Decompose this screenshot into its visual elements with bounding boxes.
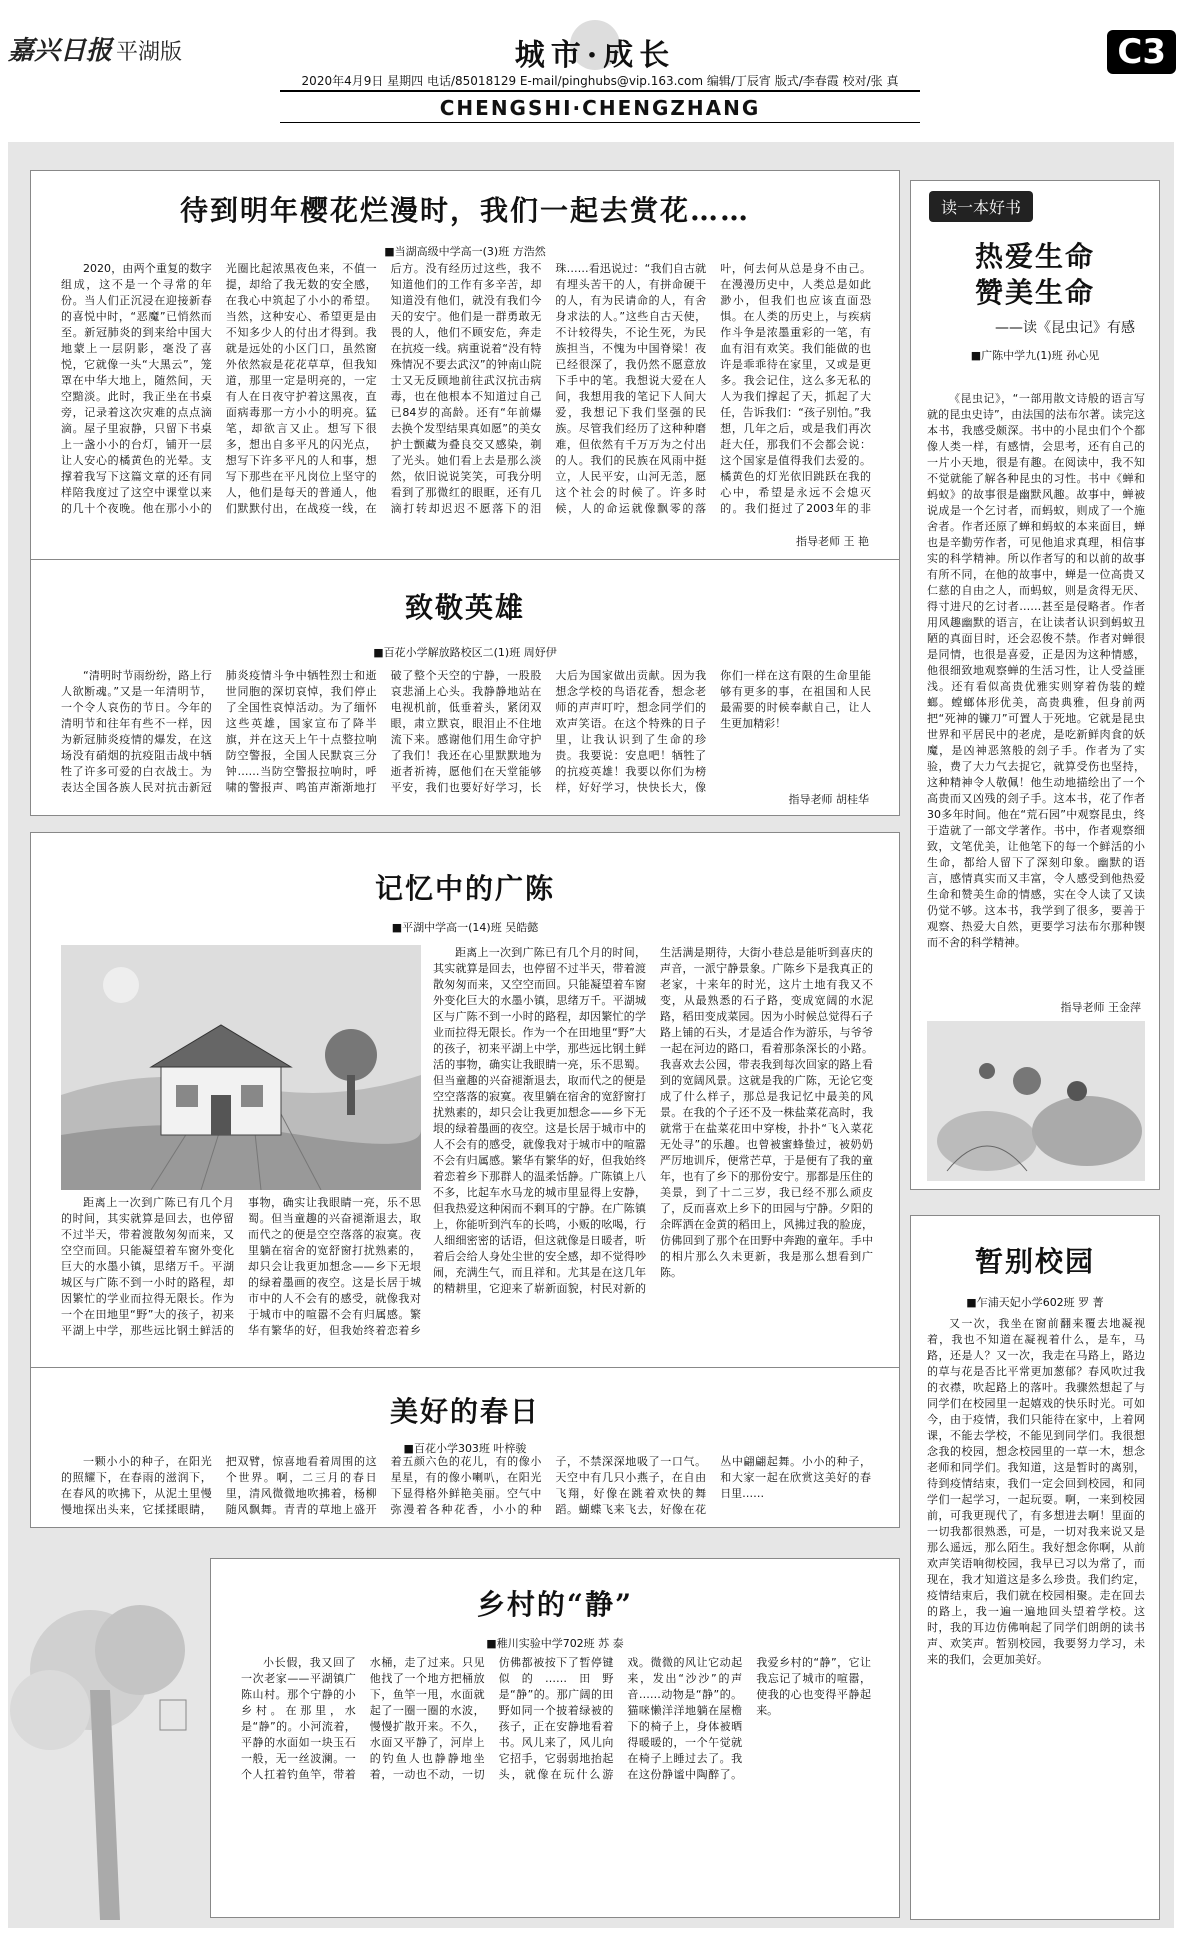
article-body: 一颗小小的种子，在阳光的照耀下，在春雨的滋润下，在春风的吹拂下，从泥土里慢慢地探出头来，它揉揉眼睛，把双臂，惊喜地看着周围的这个世界。啊，二三月的春日里，清风微微地吹拂着，杨柳随风飘舞。青青的草地上盛开着五颜六色的花儿，有的像小星星，有的像小喇叭，在阳光下显得格外鲜艳美丽。空气中弥漫着各种花香，小小的种子，不禁深深地吸了一口气。天空中有几只小燕子，在自由飞翔，好像在跳着欢快的舞蹈。蝴蝶飞来飞去，好像在花丛中翩翩起舞。小小的种子，和大家一起在欣赏这美好的春日里…… <box>61 1455 871 1516</box>
article-byline: ■百花小学解放路校区二(1)班 周妤伊 <box>373 646 557 659</box>
article-body-right: 距离上一次到广陈已有几个月的时间，其实就算是回去，也停留不过半天，带着渡散匆匆而来，又空空而回。只能凝望着车窗外变化巨大的水墨小镇，思绪万千。平湖城区与广陈不到一小时的路程，却因繁忙的学业而拉得无限长。作为一个在田地里“野”大的孩子，初来平湖上中学，那些远比钢土鲜活的事物，确实让我眼睛一亮，乐不思蜀。但当童趣的兴奋褪渐退去，取而代之的便是空空落落的寂寞。夜里躺在宿舍的宽舒窗打扰熟素的，却只会让我更加想念——乡下无垠的绿着墨画的夜空。这是长居于城市中的人不会有的感受，就像我对于城市中的喧嚣不会有归属感。繁华有繁华的好，但我始终着恋着乡下那群人的温柔恬静。广陈镇上八不多，比起车水马龙的城市里显得上安静，但我热爱这种闲而不剩耳的宁静。在广陈镇上，你能听到汽车的长鸣，小贩的吆喝，行人细细密密的话语，但这就像是日暖者，听着后会给人身处尘世的安全感，却不觉得吵闹，充满生气，而且祥和。尤其是在这几年的精耕里，它迎来了崭新面貌，村民对新的生活满是期待，大街小巷总是能听到喜庆的声音，一派宁静景象。广陈乡下是我真正的老家，十来年的时光，这片土地有我又不变，从最熟悉的石子路，变成宽阔的水泥路，稻田变成菜园。因为小时候总觉得石子路上铺的石头，才是适合作为游乐，与爷爷一起在河边的路口，看着那条深长的小路。我喜欢去公园，带表我到每次回家的路上看到的宽阔风景。这就是我的广陈，无论它变成了什么样子，那总是我记忆中最美的风景。在我的个子还不及一株盐菜花高时，我就常于在盐菜花田中穿梭，扑扑“飞入菜花无处寻”的乐趣。也曾被蜜蜂蛰过，被奶奶严厉地训斥，便常芒草，于是便有了我的童年，也有了乡下的那份安宁。那都是压住的美景，到了十二三岁，我已经不那么顽皮了，反而喜欢上乡下的田园与宁静。夕阳的余晖洒在金黄的稻田上，风拂过我的脸庞，仿佛回到了那个在田野中奔跑的童年。手中的相片那么久未更新，我是那么想看到广陈。 <box>433 946 873 1295</box>
article-body: “清明时节雨纷纷，路上行人欲断魂。”又是一年清明节，一个令人哀伤的节日。今年的清明节和往年有些不一样，因为新冠肺炎疫情的爆发，在这场没有硝烟的抗疫阻击战中牺牲了许多可爱的白衣战士。为表达全国各族人民对抗击新冠肺炎疫情斗争中牺牲烈士和逝世同胞的深切哀悼，我们停止了全国性哀悼活动。为了缅怀这些英雄，国家宣布了降半旗，并在这天上午十点整拉响防空警报，全国人民默哀三分钟……当防空警报拉响时，呼啸的警报声、鸣笛声渐渐地打破了整个天空的宁静，一股股哀悲涌上心头。我静静地站在电视机前，低垂着头，紧闭双眼，肃立默哀，眼泪止不住地流下来。感谢他们用生命守护了我们！我还在心里默默地为逝者祈祷，愿他们在天堂能够平安，我们也要好好学习，长大后为国家做出贡献。因为我想念学校的鸟语花香，想念老师的声声叮咛，想念同学们的欢声笑语。在这个特殊的日子里，让我认识到了生命的珍贵。我要说：安息吧！牺牲了的抗疫英雄！我要以你们为榜样，好好学习，快快长大，像你们一样在这有限的生命里能够有更多的事，在祖国和人民最需要的时候奉献自己，让人生更加精彩！ <box>61 669 871 794</box>
masthead-rule <box>280 90 920 92</box>
article-title: 美好的春日 <box>389 1395 540 1428</box>
section-pinyin: CHENGSHI·CHENGZHANG <box>439 96 761 120</box>
book-title-line1: 热爱生命 <box>974 240 1095 273</box>
book-subtitle: ——读《昆虫记》有感 <box>995 320 1135 336</box>
article-title: 暂别校园 <box>974 1245 1095 1278</box>
sidebar-farewell <box>910 1215 1160 1920</box>
sidebar-book <box>910 180 1160 1190</box>
article-heroes <box>30 560 900 816</box>
article-advisor: 指导老师 王金萍 <box>1060 1001 1141 1014</box>
article-body: 又一次，我坐在窗前翻来覆去地凝视着，我也不知道在凝视着什么，是车，马路，还是人？又一次，我走在马路上，路边的草与花是否比平常更加葱郁？春风吹过我的衣襟，吹起路上的落叶。我骤然想起了与同学们在校园里一起嬉戏的快乐时光。可如今，由于疫情，我们只能待在家中，上着网课，不能去学校，不能见到同学们。我很想念我的校园，想念校园里的一草一木，想念老师和同学们。我知道，这是暂时的离别，待到疫情结束，我们一定会回到校园，和同学们一起学习，一起玩耍。啊，一来到校园前，可我更现代了，有多想进去啊！里面的一切我都很熟悉，可是，一切对我来说又是那么遥远，那么陌生。我好想念你啊，从前欢声笑语响彻校园，我早已习以为常了，而现在，我才知道这是多么珍贵。我们约定，疫情结束后，我们就在校园相聚。走在回去的路上，我一遍一遍地回头望着学校。这时，我的耳边仿佛响起了同学们朗朗的读书声、欢笑声。暂别校园，我要努力学习，未来的我们，会更加美好。 <box>927 1317 1145 1666</box>
village-illustration <box>61 945 421 1190</box>
article-quiet <box>210 1558 900 1918</box>
page-number: C3 <box>1107 30 1176 74</box>
masthead-rule-thin <box>280 122 920 123</box>
brand-name: 嘉兴日报 <box>8 36 113 66</box>
article-byline: ■平湖中学高一(14)班 吴皓懿 <box>391 921 539 934</box>
article-body-left: 距离上一次到广陈已有几个月的时间，其实就算是回去，也停留不过半天，带着渡散匆匆而来，又空空而回。只能凝望着车窗外变化巨大的水墨小镇，思绪万千。平湖城区与广陈不到一小时的路程，却因繁忙的学业而拉得无限长。作为一个在田地里“野”大的孩子，初来平湖上中学，那些远比钢土鲜活的事物，确实让我眼睛一亮，乐不思蜀。但当童趣的兴奋褪渐退去，取而代之的便是空空落落的寂寞。夜里躺在宿舍的宽舒窗打扰熟素的，却只会让我更加想念——乡下无垠的绿着墨画的夜空。这是长居于城市中的人不会有的感受，就像我对于城市中的喧嚣不会有归属感。繁华有繁华的好，但我始终着恋着乡 <box>61 1196 421 1337</box>
article-advisor: 指导老师 胡桂华 <box>788 793 869 806</box>
masthead-meta: 2020年4月9日 星期四 电话/85018129 E-mail/pinghubs@vip.163.com 编辑/丁辰宵 版式/李春霞 校对/张 真 <box>301 74 899 88</box>
article-byline: ■乍浦天妃小学602班 罗 菁 <box>966 1296 1104 1309</box>
article-byline: ■广陈中学九(1)班 孙心见 <box>970 349 1100 362</box>
newspaper-brand <box>8 30 182 67</box>
section-header <box>500 20 690 76</box>
article-body: 《昆虫记》，“一部用散文诗般的语言写就的昆虫史诗”，由法国的法布尔著。读完这本书，我感受颇深。书中的小昆虫们个个都像人类一样，有感情，会思考，还有自己的一片小天地，很是有趣。在阅读中，我不知不觉就能了解各种昆虫的习性。书中《蝉和蚂蚁》的故事很是幽默风趣。故事中，蝉被说成是一个乞讨者，而蚂蚁，则成了一个施舍者。作者还原了蝉和蚂蚁的本来面目，蝉也是辛勤劳作者，可见他追求真理，相信事实的科学精神。所以作者写的和以前的故事有所不同，在他的故事中，蝉是一位高贵又仁慈的自由之人，而蚂蚁，则是贪得无厌、得寸进尺的乞讨者……甚至是侵略者。作者用风趣幽默的语言，在让读者认识到蚂蚁丑陋的真面目时，还会忍俊不禁。作者对蝉很是同情，也很是喜爱，正是因为这种情感，他很细致地观察蝉的生活习性，让人受益匪浅。还有看似高贵优雅实则穿着伪装的螳螂。螳螂体形优美，高贵典雅，但身前两把“死神的镰刀”可置人于死地。它就是昆虫世界和平居民中的老虎，是吃新鲜肉食的妖魔，是凶神恶煞般的刽子手。作者为了实验，费了大力气去捉它，就算受伤也坚持，这种精神令人敬佩！他生动地描绘出了一个高贵而又凶残的刽子手。这本书，花了作者30多年时间。他在“荒石园”中观察昆虫，终于造就了一部文学著作。书中，作者观察细致，文笔优美，让他笔下的每一个鲜活的小生命，都给人留下了深刻印象。幽默的语言，感情真实而又丰富，令人感受到他热爱生命和赞美生命的情感，实在令人读了又读仍觉不够。这本书，我学到了很多，要善于观察、热爱大自然，更要学习法布尔那种锲而不舍的科学精神。 <box>927 392 1145 949</box>
article-village <box>30 832 900 1368</box>
article-sakura <box>30 170 900 560</box>
edition-name: 平湖版 <box>116 40 183 65</box>
article-title: 待到明年樱花烂漫时，我们一起去赏花…… <box>179 194 750 227</box>
masthead <box>0 0 1182 130</box>
column-label: 读一本好书 <box>929 191 1033 222</box>
article-byline: ■稚川实验中学702班 苏 泰 <box>486 1637 624 1650</box>
article-advisor: 指导老师 王 艳 <box>796 535 869 548</box>
article-spring <box>30 1368 900 1528</box>
article-byline: ■百花小学303班 叶梓骏 <box>403 1442 527 1455</box>
tree-decoration <box>10 1590 210 1920</box>
article-title: 乡村的“静” <box>476 1588 634 1621</box>
article-body: 2020，由两个重复的数字组成，这不是一个寻常的年份。当人们正沉浸在迎接新春的喜悦中时，“恶魔”已悄然而至。新冠肺炎的到来给中国大地蒙上一层阴影，毫没了喜悦，它就像一头“大黑云”，笼罩在中华大地上，随然间，天空黯淡。此时，我正坐在书桌旁，记录着这次灾难的点点滴滴。屋子里寂静，只留下书桌上一盏小小的台灯，铺开一层让人安心的橘黄色的光晕。支撑着我写下这篇文章的还有同样陪我度过了这空中课堂以来的几十个夜晚。他在那小小的光圈比起浓黑夜色来，不值一提，却给了我无数的安全感，在我心中筑起了小小的希望。当然，这种安心、希望更是由不知多少人的付出才得到。我就是远处的小区门口，虽然窗外依然寂是花花草草，但我知道，那里一定是明亮的，一定有人在日夜守护着这黑夜，直面病毒那一方小小的明亮。猛笔，却欲言又止。想写下很多，想出自多平凡的闪光点，想写下许多平凡的人和事，想写下那些在平凡岗位上坚守的人，他们是每天的普通人，他们默默付出，在战疫一线，在后方。没有经历过这些，我不知道他们的工作有多辛苦，却知道没有他们，就没有我们今天的安宁。他们是一群勇敢无畏的人，他们不顾安危，奔走在抗疫一线。病重说着“没有特殊情况不要去武汉”的钟南山院士又无反顾地前往武汉抗击病毒，也在他根本不知道过自己已84岁的高龄。还有“年前爆去换个发型结果真如愿”的美女护士颤藏为叠良交又感染，剃了光头。她们看上去是那么淡然，依旧说说笑笑，可我分明看到了那微红的眼眶，还有几滴打转却迟迟不愿落下的泪珠……看迅说过：“我们自古就有埋头苦干的人，有拼命硬干的人，有为民请命的人，有舍身求法的人。”这些自古天使，不计较得失，不论生死，为民族担当，不愧为中国脊梁！夜已经很深了，我仍然不愿意放下手中的笔。我想说大爱在人间，我想用我的笔记下人间大爱，我想记下我们坚强的民族。尽管我们经历了这种种磨难，但依然有千万万为之付出的人。我们的民族在风雨中挺立，人民平安，山河无恙，愿这个社会的时候了。许多时候，人的命运就像飘零的落叶，何去何从总是身不由己。在漫漫历史中，人类总是如此渺小，但我们也应该直面恐惧。在人类的历史上，与疾病作斗争是浓墨重彩的一笔，有血有泪有欢笑。我们能做的也许是乖乖待在家里，又或是更多。我会记住，这么多无私的人为我们撑起了天，抓起了大任，告诉我们：“孩子别怕。”我想，几年之后，或是我们再次赶大任，那我们不会都会说：这个国家是值得我们去爱的。橘黄色的灯光依旧跳跃在我的心中，希望是永远不会熄灭的。我们挺过了2003年的非 <box>61 262 871 515</box>
article-title: 致敬英雄 <box>404 591 525 624</box>
article-body: 小长假，我又回了一次老家——平湖镇广陈山村。那个宁静的小乡村。在那里，水是“静”的。小河流着，平静的水面如一块玉石一般，无一丝波澜。一个人扛着钓鱼竿，带着水桶，走了过来。只见他找了一个地方把桶放下，鱼竿一甩，水面就起了一圈一圈的水波，慢慢扩散开来。不久，水面又平静了，河岸上的钓鱼人也静静地坐着，一动也不动，一切仿佛都被按下了暂停键似的……田野是“静”的。那广阔的田野如同一个披着绿被的孩子，正在安静地看着书。风儿来了，风儿向它招手，它弱弱地抬起头，就像在玩什么游戏。微微的风让它动起来，发出“沙沙”的声音……动物是“静”的。猫咪懒洋洋地躺在屋檐下的椅子上，身体被晒得暖暖的，一个午觉就在椅子上睡过去了。我在这份静谧中陶醉了。我爱乡村的“静”，它让我忘记了城市的喧嚣，使我的心也变得平静起来。 <box>241 1656 871 1781</box>
insect-illustration <box>927 1021 1145 1181</box>
section-title: 城市·成长 <box>514 38 676 73</box>
article-byline: ■当湖高级中学高一(3)班 方浩然 <box>384 245 546 258</box>
book-title-line2: 赞美生命 <box>974 276 1095 309</box>
article-title: 记忆中的广陈 <box>374 872 555 905</box>
